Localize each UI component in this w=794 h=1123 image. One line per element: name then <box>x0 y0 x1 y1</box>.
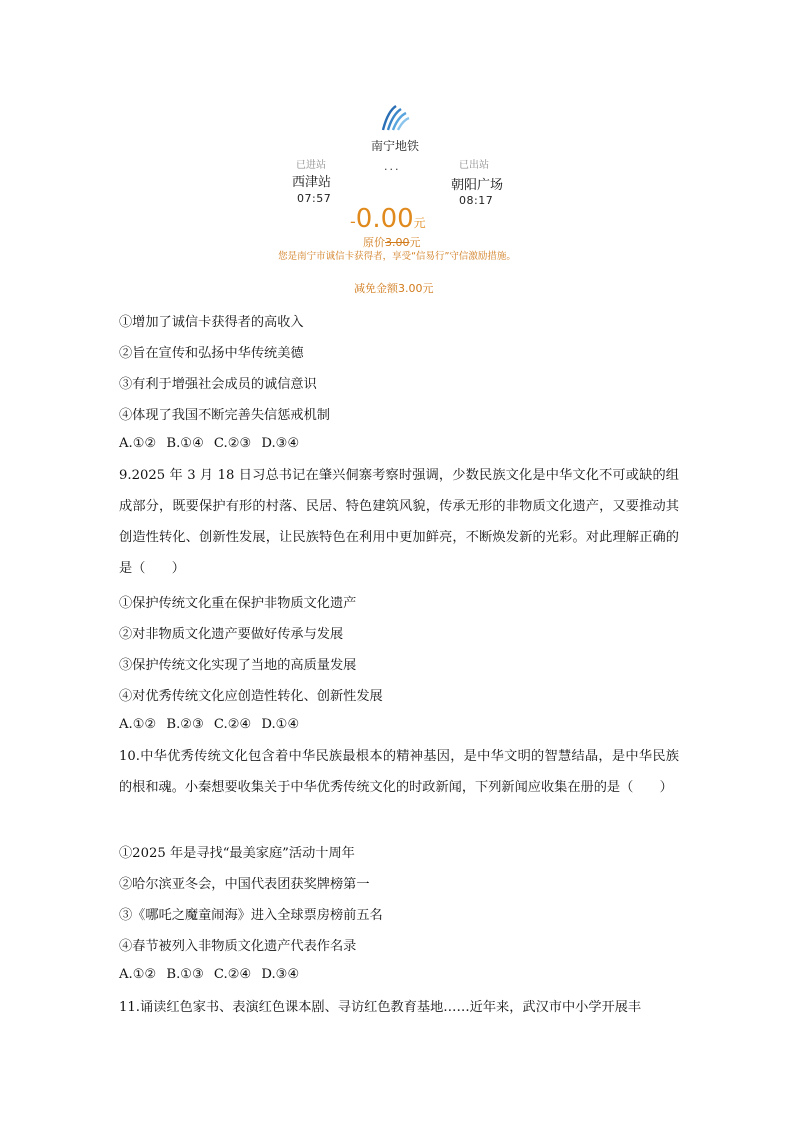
amount-prefix: - <box>350 212 356 231</box>
amount-unit: 元 <box>413 216 426 230</box>
credit-notice: 您是南宁市诚信卡获得者，享受“信易行”守信激励措施。 <box>278 251 516 262</box>
q11-stem: 11.诵读红色家书、表演红色课本剧、寻访红色教育基地……近年来，武汉市中小学开展丰 <box>119 1000 642 1015</box>
original-label: 原价 <box>363 236 385 249</box>
q10-choice-d: D.③④ <box>261 967 300 982</box>
entry-time: 07:57 <box>297 192 332 205</box>
q9-choice-c: C.②④ <box>213 717 252 732</box>
entered-label: 已进站 <box>296 160 326 171</box>
q10-option-3: ③《哪吒之魔童闹海》进入全球票房榜前五名 <box>119 908 383 923</box>
q8-choices <box>119 436 309 451</box>
fare-amount <box>350 204 426 234</box>
q9-choice-a: A.①② <box>119 717 157 732</box>
journey-dots: ... <box>384 160 401 173</box>
q10-choices <box>119 967 309 982</box>
original-unit: 元 <box>409 236 421 249</box>
entry-station: 西津站 <box>292 175 332 190</box>
q8-choice-d: D.③④ <box>261 436 300 451</box>
q8-option-1: ①增加了诚信卡获得者的高收入 <box>119 315 304 330</box>
q8-choice-a: A.①② <box>119 436 157 451</box>
q9-choice-d: D.①④ <box>261 717 300 732</box>
q9-choices <box>119 717 309 732</box>
q8-option-3: ③有利于增强社会成员的诚信意识 <box>119 377 317 392</box>
q9-option-3: ③保护传统文化实现了当地的高质量发展 <box>119 658 357 673</box>
q8-option-2: ②旨在宣传和弘扬中华传统美德 <box>119 346 304 361</box>
q9-option-2: ②对非物质文化遗产要做好传承与发展 <box>119 627 344 642</box>
q9-option-1: ①保护传统文化重在保护非物质文化遗产 <box>119 596 357 611</box>
q9-option-4: ④对优秀传统文化应创造性转化、创新性发展 <box>119 689 383 704</box>
q8-option-4: ④体现了我国不断完善失信惩戒机制 <box>119 408 330 423</box>
q10-stem: 10.中华优秀传统文化包含着中华民族最根本的精神基因，是中华文明的智慧结晶，是中华民族的根和魂。小秦想要收集关于中华优秀传统文化的时政新闻，下列新闻应收集在册的是（ ） <box>119 749 679 795</box>
q10-choice-a: A.①② <box>119 967 157 982</box>
original-price <box>363 234 421 250</box>
exit-time: 08:17 <box>459 194 494 207</box>
q10-option-2: ②哈尔滨亚冬会，中国代表团获奖牌榜第一 <box>119 877 370 892</box>
amount-value: 0.00 <box>355 204 414 234</box>
q9-stem: 9.2025 年 3 月 18 日习总书记在肇兴侗寨考察时强调，少数民族文化是中华文化不可或缺的组成部分，既要保护有形的村落、民居、特色建筑风貌，传承无形的非物质文化遗产，又要推动其创造性转化、创新性发展，让民族特色在利用中更加鲜亮，不断焕发新的光彩。对此理解正确的是（ ） <box>119 468 679 576</box>
exited-label: 已出站 <box>459 160 489 171</box>
original-price-value: 3.00 <box>385 236 410 249</box>
q9-choice-b: B.②③ <box>166 717 204 732</box>
q8-choice-c: C.②③ <box>213 436 252 451</box>
metro-ticket <box>0 0 794 300</box>
q10-option-1: ①2025 年是寻找“最美家庭”活动十周年 <box>119 846 355 861</box>
q8-choice-b: B.①④ <box>166 436 204 451</box>
reduction-amount: 减免金额3.00元 <box>354 282 434 295</box>
nanning-metro-logo-icon <box>380 104 410 132</box>
q10-choice-c: C.②④ <box>213 967 252 982</box>
brand-name: 南宁地铁 <box>370 139 419 153</box>
q10-option-4: ④春节被列入非物质文化遗产代表作名录 <box>119 939 357 954</box>
exit-station: 朝阳广场 <box>451 178 504 193</box>
q10-choice-b: B.①③ <box>166 967 204 982</box>
